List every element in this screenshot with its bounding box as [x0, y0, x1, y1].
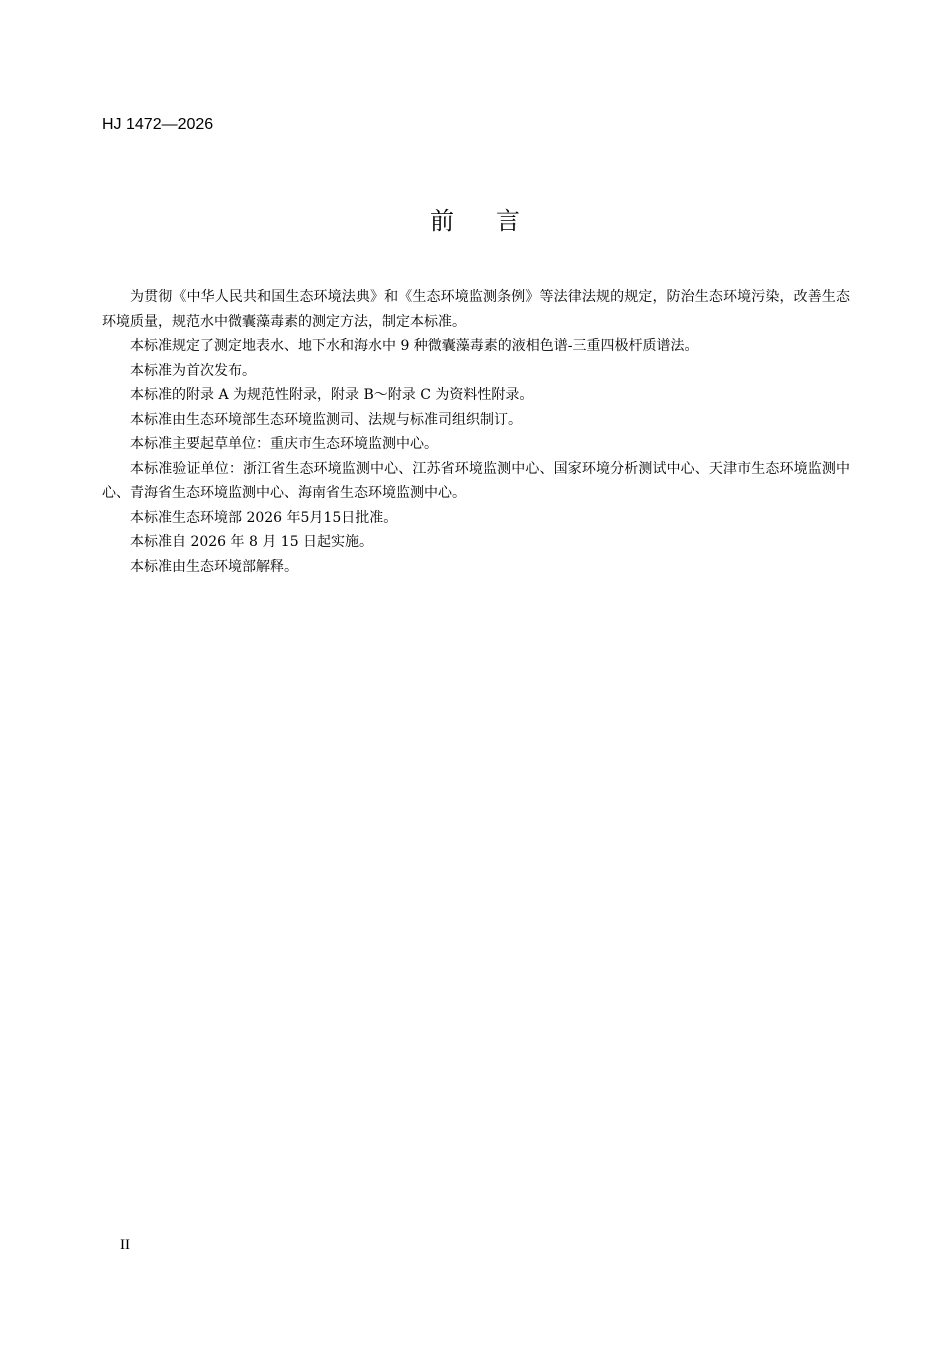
paragraph-purpose: 为贯彻《中华人民共和国生态环境法典》和《生态环境监测条例》等法律法规的规定，防治生态环境污染，改善生态环境质量，规范水中微囊藻毒素的测定方法，制定本标准。: [102, 289, 850, 330]
foreword-body: [102, 285, 850, 579]
paragraph-organizer: 本标准由生态环境部生态环境监测司、法规与标准司组织制订。: [130, 411, 522, 428]
paragraph-approval: 本标准生态环境部 2026 年5月15日批准。: [130, 509, 398, 526]
paragraph-verification-units: 本标准验证单位：浙江省生态环境监测中心、江苏省环境监测中心、国家环境分析测试中心、天津市生态环境监测中心、青海省生态环境监测中心、海南省生态环境监测中心。: [102, 460, 850, 501]
page-title: 前言: [430, 207, 562, 235]
paragraph-interpretation: 本标准由生态环境部解释。: [130, 558, 298, 575]
paragraph-first-release: 本标准为首次发布。: [130, 362, 256, 379]
paragraph-effective-date: 本标准自 2026 年 8 月 15 日起实施。: [130, 534, 374, 550]
paragraph-drafting-unit: 本标准主要起草单位：重庆市生态环境监测中心。: [130, 436, 438, 452]
page-number: II: [120, 1237, 130, 1253]
document-code: HJ 1472—2026: [102, 116, 214, 133]
paragraph-appendix: 本标准的附录 A 为规范性附录，附录 B～附录 C 为资料性附录。: [130, 387, 534, 403]
paragraph-scope: 本标准规定了测定地表水、地下水和海水中 9 种微囊藻毒素的液相色谱-三重四极杆质谱法。: [130, 338, 699, 354]
